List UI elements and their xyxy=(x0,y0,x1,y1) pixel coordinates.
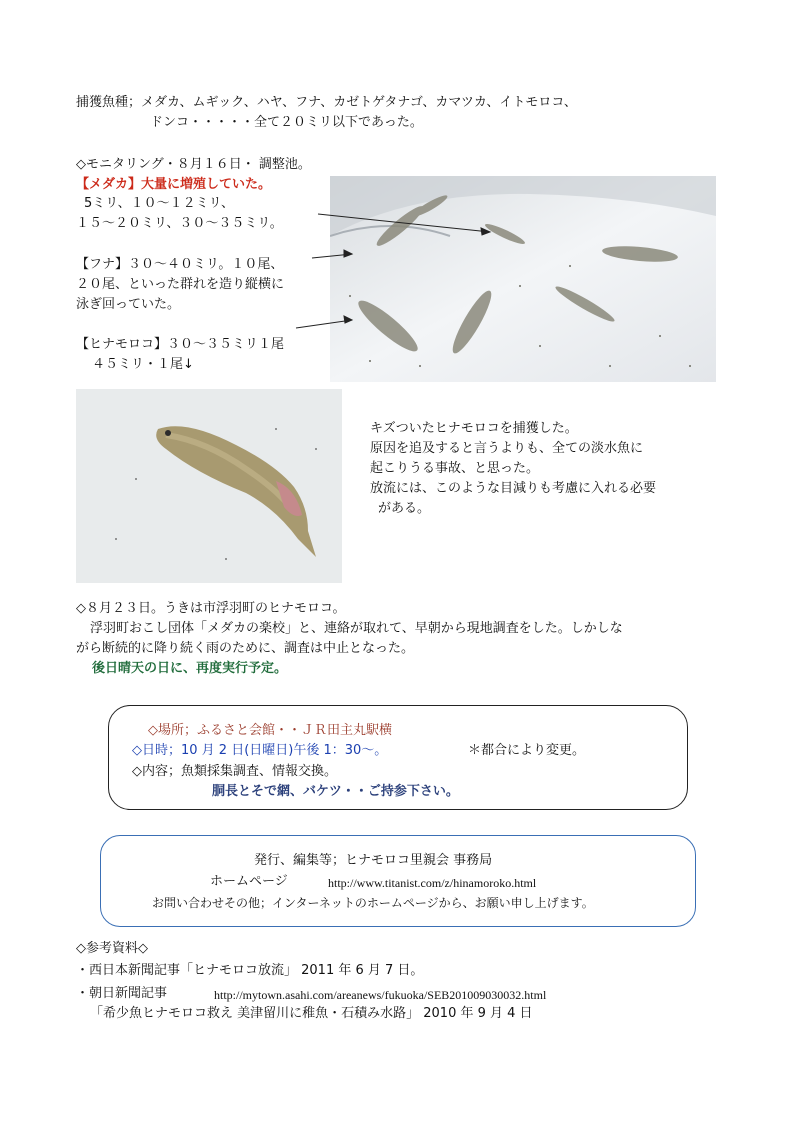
reference-1: ・西日本新聞記事「ヒナモロコ放流」 2011 年 6 月 7 日。 xyxy=(76,963,424,978)
event-content: ◇内容；魚類採集調査、情報交換。 xyxy=(132,764,337,779)
aug23-line2: がら断続的に降り続く雨のために、調査は中止となった。 xyxy=(76,641,415,656)
aug23-line1: 浮羽町おこし団体「メダカの楽校」と、連絡が取れて、早朝から現地調査をした。しかしな xyxy=(90,621,623,636)
funa-line1: 【フナ】３０～４０ミリ。１０尾、 xyxy=(76,257,284,272)
funa-line3: 泳ぎ回っていた。 xyxy=(76,297,181,312)
catch-species-line2: ドンコ・・・・・全て２０ミリ以下であった。 xyxy=(150,115,423,130)
reference-3: 「希少魚ヒナモロコ救え 美津留川に稚魚・石積み水路」 2010 年 9 月 4 日 xyxy=(90,1006,533,1021)
hinamoroko-line2: ４５ミリ・１尾↓ xyxy=(92,357,194,372)
aug23-line3: 後日晴天の日に、再度実行予定。 xyxy=(92,661,288,676)
pointer-arrows xyxy=(0,0,794,400)
monitoring-header: ◇モニタリング・８月１６日・ 調整池。 xyxy=(76,157,311,172)
event-note: ＊都合により変更。 xyxy=(468,743,586,758)
injured-line3: 起こりうる事故、と思った。 xyxy=(370,461,540,476)
contact-line: お問い合わせその他；インターネットのホームページから、お願い申し上げます。 xyxy=(152,896,594,910)
injured-line5: がある。 xyxy=(378,501,431,516)
references-header: ◇参考資料◇ xyxy=(76,941,148,956)
injured-line4: 放流には、このような目減りも考慮に入れる必要 xyxy=(370,481,657,496)
event-date: ◇日時；10 月 2 日(日曜日)午後 1：30～。 xyxy=(132,743,388,758)
medaka-sizes-line1: 5ミリ、１０～１２ミリ、 xyxy=(84,196,234,211)
reference-2-link[interactable]: http://mytown.asahi.com/areanews/fukuoka/SEB201009030032.html xyxy=(214,988,547,1002)
hinamoroko-line1: 【ヒナモロコ】３０～３５ミリ１尾 xyxy=(76,337,285,352)
publisher-line1: 発行、編集等；ヒナモロコ里親会 事務局 xyxy=(254,853,493,868)
homepage-link[interactable]: http://www.titanist.com/z/hinamoroko.html xyxy=(328,876,537,890)
injured-line1: キズついたヒナモロコを捕獲した。 xyxy=(370,421,578,436)
event-bring: 胴長とそで網、バケツ・・ご持参下さい。 xyxy=(212,784,459,799)
injured-line2: 原因を追及すると言うよりも、全ての淡水魚に xyxy=(370,441,644,456)
event-place: ◇場所；ふるさと会館・・ＪＲ田主丸駅横 xyxy=(148,723,392,738)
medaka-title: 【メダカ】大量に増殖していた。 xyxy=(76,177,272,192)
reference-2-label: ・朝日新聞記事 xyxy=(76,986,168,1001)
homepage-label: ホームページ xyxy=(210,874,288,889)
funa-line2: ２０尾、といった群れを造り縦横に xyxy=(76,277,285,292)
medaka-sizes-line2: １５～２０ミリ、３０～３５ミリ。 xyxy=(76,216,283,231)
aug23-header: ◇８月２３日。うきは市浮羽町のヒナモロコ。 xyxy=(76,601,346,616)
injured-fish-photo xyxy=(76,389,342,583)
catch-species-line1: 捕獲魚種；メダカ、ムギック、ハヤ、フナ、カゼトゲタナゴ、カマツカ、イトモロコ、 xyxy=(76,95,577,110)
